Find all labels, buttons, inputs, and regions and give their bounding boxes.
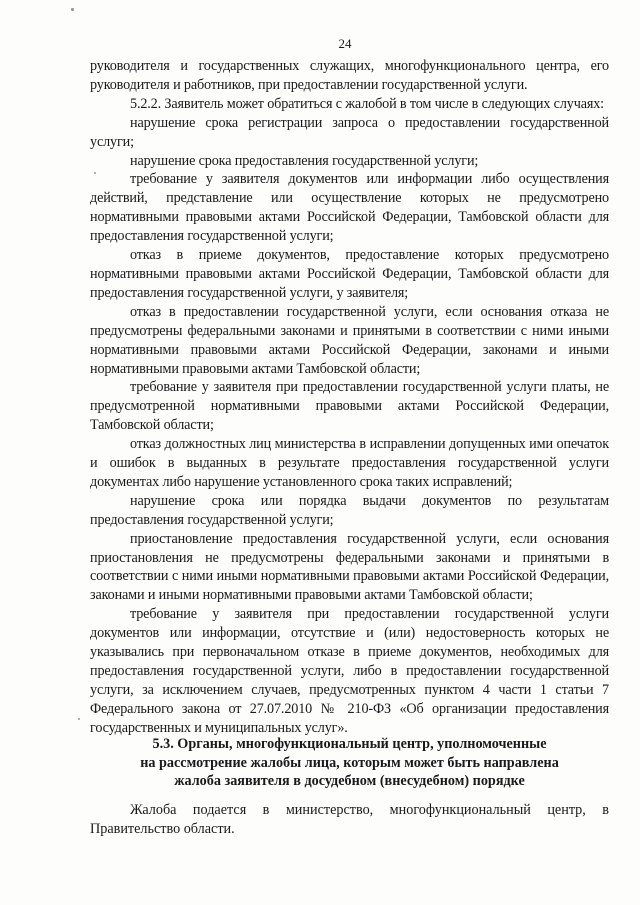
closing-body [90,801,609,839]
paragraph-continuation: руководителя и государственных служащих, многофункционального центра, его руководителя и работников, при предоставлении государственной услуги. [90,58,609,93]
heading-line: 5.3. Органы, многофункциональный центр, уполномоченные [152,736,547,752]
heading-line: на рассмотрение жалобы лица, которым может быть направлена [140,754,559,771]
paragraph-complaint-filing: Жалоба подается в министерство, многофункциональный центр, в Правительство области. [90,802,609,837]
scan-speck [78,718,80,720]
scan-speck [94,172,96,174]
heading-line: жалоба заявителя в досудебном (внесудебном) порядке [174,773,525,789]
list-item-unrecorded-documents: требование у заявителя при предоставлении государственной услуги документов или информации, отсутствие и (или) недостоверность которых не указывались при первоначальном отказе в приеме документов, необходимых для предоставления государственной услуги, либо в предоставлении государственной услуги, за исключением случаев, предусмотренных пунктом 4 части 1 статьи 7 Федерального закона от 27.07.2010 № 210-ФЗ «Об организации предоставления государственных и муниципальных услуг». [90,606,609,736]
paragraph-5-2-2: 5.2.2. Заявитель может обратиться с жалобой в том числе в следующих случаях: [130,95,604,112]
list-item-fee-requirement: требование у заявителя при предоставлении государственной услуги платы, не предусмотренной нормативными правовыми актами Российской Федерации, Тамбовской области; [90,379,609,434]
list-item-service-deadline: нарушение срока предоставления государственной услуги; [130,152,479,169]
list-item-issuance-violation: нарушение срока или порядка выдачи документов по результатам предоставления государственной услуги; [90,492,609,528]
list-item-refusal-acceptance: отказ в приеме документов, предоставление которых предусмотрено нормативными правовыми актами Российской Федерации, Тамбовской области для предоставления государственной услуги, у заявителя; [90,247,609,301]
list-item-correction-refusal: отказ должностных лиц министерства в исправлении допущенных ими опечаток и ошибок в выданных в результате предоставления государственной услуги документах либо нарушение установленного срока таких исправлений; [90,436,609,490]
page-number: 24 [338,36,352,51]
list-item-registration-deadline: нарушение срока регистрации запроса о предоставлении государственной услуги; [90,114,609,150]
scan-speck [71,8,74,11]
section-heading-5-3 [90,735,609,791]
list-item-suspension: приостановление предоставления государственной услуги, если основания приостановления не предусмотрены федеральными законами и принятыми в соответствии с ними иными нормативными правовыми актами Российской Федерации, законами и иными нормативными правовыми актами Тамбовской области; [90,530,609,604]
list-item-refusal-service: отказ в предоставлении государственной услуги, если основания отказа не предусмотрены федеральными законами и принятыми в соответствии с ними иными нормативными правовыми актами Российской Федерации, законами и иными нормативными правовыми актами Тамбовской области; [90,303,609,377]
list-item-document-requirement: требование у заявителя документов или информации либо осуществления действий, представление или осуществление которых не предусмотрено нормативными правовыми актами Российской Федерации, Тамбовской области для предоставления государственной услуги; [90,171,609,245]
document-body [90,57,609,738]
